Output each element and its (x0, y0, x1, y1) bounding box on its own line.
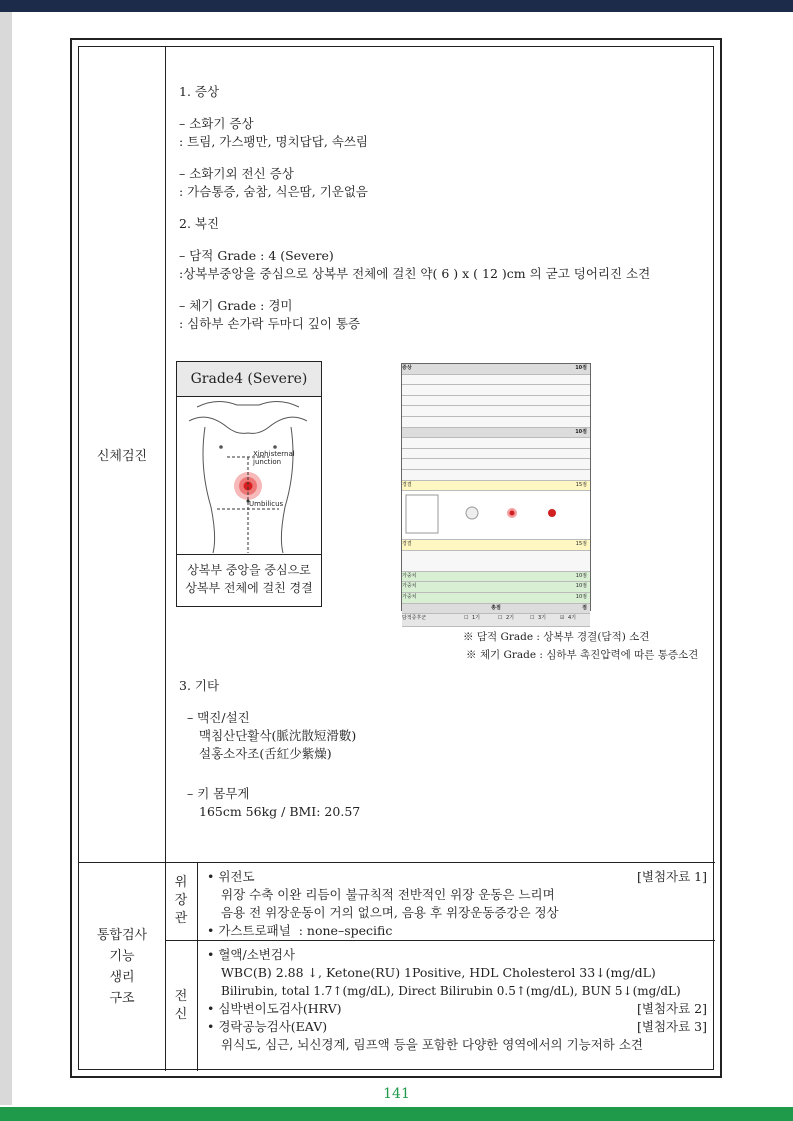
integrated-label-line: 통합검사 (96, 927, 148, 943)
table-row-label: 경결 (402, 541, 412, 548)
systemic-label (165, 940, 197, 1071)
physical-exam-label-text: 신체검진 (96, 449, 148, 464)
integrated-label-line: 생리 (109, 969, 135, 985)
grading-score-table (401, 363, 591, 622)
attachment-ref-2: [별첨자료 2] (637, 1001, 707, 1016)
note-chewi: ※ 체기 Grade : 심하부 촉진압력에 따른 통증소견 (466, 649, 699, 661)
table-row (402, 385, 590, 396)
umbilicus-label: Umbilicus (249, 500, 284, 508)
table-total-label: 총점 (491, 604, 501, 611)
left-margin-bar (0, 12, 12, 1105)
attachment-ref-1: [별첨자료 1] (637, 869, 707, 884)
systemic-bullet-1: • 혈액/소변검사 (207, 947, 296, 962)
table-row-label: 가중치 (402, 593, 417, 600)
document-table (78, 46, 714, 1070)
other-content (179, 677, 360, 821)
table-score: 10점 (575, 428, 587, 435)
systemic-line: 위식도, 심근, 뇌신경계, 림프액 등을 포함한 다양한 영역에서의 기능저하 소견 (221, 1037, 644, 1052)
table-row-label: 가중치 (402, 572, 417, 579)
table-score: 10점 (575, 365, 587, 371)
systemic-bullet-3: • 경락공능검사(EAV) [별첨자료 3] (207, 1019, 707, 1034)
table-row (402, 364, 590, 375)
systemic-content (207, 946, 715, 1054)
stomach-label-char: 관 (174, 911, 188, 926)
table-row (402, 572, 590, 583)
pulse-title: – 맥진/설진 (187, 710, 250, 725)
table-row (402, 459, 590, 470)
heading-symptoms: 1. 증상 (179, 84, 220, 99)
stomach-bullet-2: • 가스트로패널 : none–specific (207, 923, 393, 938)
table-score: 15점 (575, 541, 587, 548)
table-row (402, 417, 590, 428)
table-score: 10점 (575, 572, 587, 579)
body-title: – 키 몸무게 (187, 786, 250, 801)
table-row (402, 438, 590, 449)
grade-option-checked: 4기 (568, 615, 577, 622)
table-score-unit: 점 (582, 604, 587, 611)
figure-caption-line: 상복부 중앙을 중심으로 (187, 563, 311, 577)
table-row (402, 582, 590, 593)
heading-other: 3. 기타 (179, 678, 220, 693)
table-row (402, 396, 590, 407)
table-row (402, 375, 590, 386)
damjeok-text: :상복부중앙을 중심으로 상복부 전체에 걸친 약( 6 ) x ( 12 )cm 의 굳고 덩어리진 소견 (179, 266, 651, 281)
physical-exam-label (79, 47, 165, 862)
tongue-text: 설홍소자조(舌紅少紫燥) (199, 746, 332, 761)
digestive-text: : 트림, 가스팽만, 명치답답, 속쓰림 (179, 134, 369, 149)
table-row-label: 증상 (402, 365, 412, 371)
table-row (402, 481, 590, 492)
stomach-label-char: 위 (174, 875, 188, 890)
heading-palpation: 2. 복진 (179, 216, 220, 231)
table-score: 10점 (575, 593, 587, 600)
integrated-label-line: 구조 (109, 990, 135, 1006)
subsection-divider (165, 940, 715, 941)
mini-figures (402, 491, 588, 537)
systemic-label-char: 전 (174, 988, 188, 1004)
document-frame (70, 38, 722, 1078)
stomach-label (165, 862, 197, 940)
figure-caption-line: 상복부 전체에 걸친 경결 (185, 581, 313, 595)
pulse-text: 맥침산단활삭(脈沈散短滑數) (199, 728, 357, 743)
table-row-label: 가중치 (402, 583, 417, 590)
grade-figure (176, 361, 322, 607)
systemic-line: WBC(B) 2.88 ↓, Ketone(RU) 1Positive, HDL Cholesterol 33↓(mg/dL) (221, 965, 656, 980)
systemic-line: Bilirubin, total 1.7↑(mg/dL), Direct Bilirubin 0.5↑(mg/dL), BUN 5↓(mg/dL) (221, 984, 681, 998)
top-bar (0, 0, 793, 12)
subcolumn-divider (197, 862, 198, 1071)
bottom-bar (0, 1107, 793, 1121)
integrated-label-line: 기능 (109, 948, 135, 964)
table-row (402, 593, 590, 604)
table-row (402, 491, 590, 540)
table-row (402, 406, 590, 417)
grade-option: 2기 (506, 615, 515, 622)
stomach-line: 음용 전 위장운동이 거의 없으며, 음용 후 위장운동증강은 정상 (221, 905, 559, 920)
table-row (402, 470, 590, 481)
attachment-ref-3: [별첨자료 3] (637, 1019, 707, 1034)
grade-option: 1기 (472, 615, 481, 622)
table-row-label: 담적증후군 (402, 615, 427, 622)
chewi-text: : 심하부 손가락 두마디 깊이 통증 (179, 316, 361, 331)
figure-caption (177, 554, 321, 606)
table-row (402, 540, 590, 551)
chewi-title: – 체기 Grade : 경미 (179, 298, 293, 313)
grade-option: 3기 (538, 615, 547, 622)
table-row: 담적증후군 ☐ 1기 ☐ 2기 ☐ 3기 ☑ 4기 (402, 614, 590, 627)
systemic-label-char: 신 (174, 1006, 188, 1022)
torso-illustration (177, 397, 319, 553)
table-score: 10점 (575, 583, 587, 590)
digestive-title: – 소화기 증상 (179, 116, 254, 131)
stomach-bullet-1: • 위전도 [별첨자료 1] (207, 869, 707, 884)
body-text: 165cm 56kg / BMI: 20.57 (199, 804, 361, 819)
note-damjeok: ※ 담적 Grade : 상복부 경결(담적) 소견 (463, 631, 650, 643)
page-number: 141 (383, 1086, 410, 1102)
stomach-content (207, 868, 707, 940)
table-row-label: 경결 (402, 481, 412, 488)
stomach-line: 위장 수축 이완 리듬이 불규칙적 전반적인 위장 운동은 느리며 (221, 887, 555, 902)
damjeok-title: – 담적 Grade : 4 (Severe) (179, 248, 334, 263)
systemic-text: : 가슴통증, 숨참, 식은땀, 기운없음 (179, 184, 369, 199)
xiphisternal-label: Xiphisternal junction (253, 450, 295, 466)
table-row (402, 551, 590, 572)
table-row (402, 428, 590, 439)
systemic-title: – 소화기외 전신 증상 (179, 166, 294, 181)
table-score: 15점 (575, 481, 587, 488)
table-row (402, 604, 590, 615)
figure-title: Grade4 (Severe) (177, 362, 321, 397)
table-row (402, 449, 590, 460)
integrated-label (79, 862, 165, 1071)
stomach-label-char: 장 (174, 893, 188, 908)
exam-content (179, 83, 650, 333)
systemic-bullet-2: • 심박변이도검사(HRV) [별첨자료 2] (207, 1001, 707, 1016)
